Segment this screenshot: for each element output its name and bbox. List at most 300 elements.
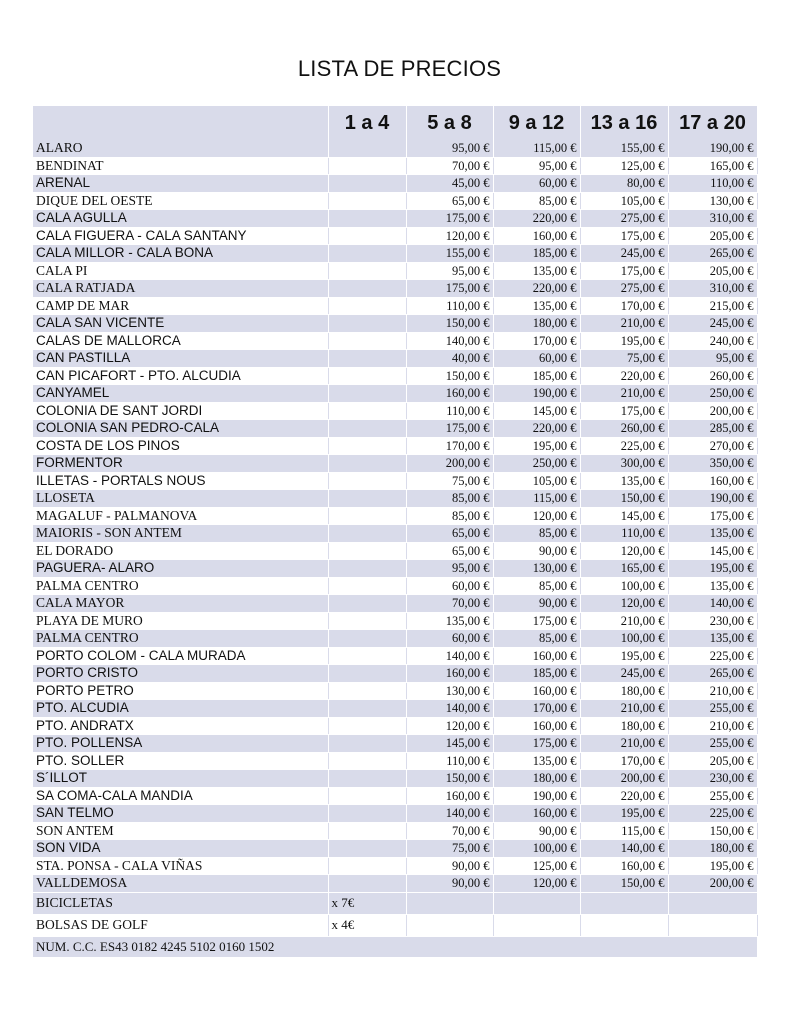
price-cell xyxy=(328,210,406,228)
destination-name: ARENAL xyxy=(33,175,328,193)
price-cell: 160,00 € xyxy=(406,385,493,403)
table-row xyxy=(33,822,757,840)
price-cell: 160,00 € xyxy=(493,682,580,700)
table-row xyxy=(33,472,757,490)
price-cell: 195,00 € xyxy=(668,857,757,875)
destination-name: CALA AGULLA xyxy=(33,210,328,228)
price-cell: 250,00 € xyxy=(668,385,757,403)
table-row xyxy=(33,857,757,875)
extra-name: BOLSAS DE GOLF xyxy=(33,914,328,936)
table-row xyxy=(33,402,757,420)
price-cell: 95,00 € xyxy=(406,262,493,280)
table-row xyxy=(33,175,757,193)
price-cell xyxy=(328,822,406,840)
price-cell: 60,00 € xyxy=(493,175,580,193)
destination-name: CALA PI xyxy=(33,262,328,280)
price-cell: 150,00 € xyxy=(406,770,493,788)
price-cell xyxy=(328,647,406,665)
table-row xyxy=(33,455,757,473)
price-cell: 90,00 € xyxy=(406,875,493,893)
price-cell: 75,00 € xyxy=(580,350,668,368)
price-cell: 265,00 € xyxy=(668,245,757,263)
price-cell: 200,00 € xyxy=(406,455,493,473)
destination-name: BENDINAT xyxy=(33,157,328,175)
price-cell xyxy=(328,455,406,473)
price-cell: 105,00 € xyxy=(580,192,668,210)
price-cell: 100,00 € xyxy=(580,577,668,595)
destination-name: MAIORIS - SON ANTEM xyxy=(33,525,328,543)
price-cell xyxy=(328,262,406,280)
price-cell: 210,00 € xyxy=(580,612,668,630)
destination-name: MAGALUF - PALMANOVA xyxy=(33,507,328,525)
price-cell: 310,00 € xyxy=(668,210,757,228)
price-cell: 65,00 € xyxy=(406,192,493,210)
price-cell: 240,00 € xyxy=(668,332,757,350)
price-cell: 170,00 € xyxy=(493,332,580,350)
price-cell: 210,00 € xyxy=(580,700,668,718)
table-row xyxy=(33,525,757,543)
destination-name: COSTA DE LOS PINOS xyxy=(33,437,328,455)
table-row xyxy=(33,140,757,157)
price-cell: 140,00 € xyxy=(580,840,668,858)
account-row xyxy=(33,936,757,957)
price-cell: 310,00 € xyxy=(668,280,757,298)
price-cell: 135,00 € xyxy=(406,612,493,630)
price-cell: 195,00 € xyxy=(493,437,580,455)
price-cell: 60,00 € xyxy=(406,630,493,648)
price-cell: 90,00 € xyxy=(493,542,580,560)
table-row xyxy=(33,717,757,735)
price-cell xyxy=(328,297,406,315)
extra-row-bolsas-de-golf xyxy=(33,914,757,936)
price-cell: 300,00 € xyxy=(580,455,668,473)
price-cell: 155,00 € xyxy=(580,140,668,157)
bank-account-number: NUM. C.C. ES43 0182 4245 5102 0160 1502 xyxy=(33,936,757,957)
price-cell: 195,00 € xyxy=(580,805,668,823)
price-cell: 225,00 € xyxy=(668,805,757,823)
price-cell: 120,00 € xyxy=(493,875,580,893)
price-cell: 105,00 € xyxy=(493,472,580,490)
destination-name: PTO. ALCUDIA xyxy=(33,700,328,718)
price-cell xyxy=(328,665,406,683)
price-cell: 150,00 € xyxy=(580,490,668,508)
price-cell: 90,00 € xyxy=(406,857,493,875)
destination-name: ALARO xyxy=(33,140,328,157)
price-cell: 135,00 € xyxy=(493,297,580,315)
table-row xyxy=(33,385,757,403)
price-cell xyxy=(328,612,406,630)
price-cell: 160,00 € xyxy=(493,717,580,735)
destination-name: PALMA CENTRO xyxy=(33,630,328,648)
price-cell xyxy=(328,402,406,420)
table-row xyxy=(33,542,757,560)
price-cell: 165,00 € xyxy=(580,560,668,578)
destination-name: PAGUERA- ALARO xyxy=(33,560,328,578)
price-cell xyxy=(328,315,406,333)
price-cell: 170,00 € xyxy=(406,437,493,455)
price-cell: 200,00 € xyxy=(668,402,757,420)
price-cell: 160,00 € xyxy=(493,227,580,245)
price-cell: 75,00 € xyxy=(406,840,493,858)
price-cell: 350,00 € xyxy=(668,455,757,473)
price-cell: 220,00 € xyxy=(580,787,668,805)
price-cell: 85,00 € xyxy=(493,192,580,210)
destination-name: PORTO COLOM - CALA MURADA xyxy=(33,647,328,665)
price-cell: 190,00 € xyxy=(493,385,580,403)
destination-name: CALA MILLOR - CALA BONA xyxy=(33,245,328,263)
price-cell: 155,00 € xyxy=(406,245,493,263)
table-row xyxy=(33,682,757,700)
price-cell: 95,00 € xyxy=(493,157,580,175)
price-cell: 180,00 € xyxy=(580,717,668,735)
price-cell: 110,00 € xyxy=(406,752,493,770)
destination-name: S´ILLOT xyxy=(33,770,328,788)
price-cell xyxy=(328,560,406,578)
destination-name: PALMA CENTRO xyxy=(33,577,328,595)
price-cell: 70,00 € xyxy=(406,157,493,175)
price-cell: 145,00 € xyxy=(580,507,668,525)
destination-name: CAN PASTILLA xyxy=(33,350,328,368)
table-row xyxy=(33,875,757,893)
price-cell: 230,00 € xyxy=(668,612,757,630)
price-cell: 245,00 € xyxy=(580,245,668,263)
price-cell: 130,00 € xyxy=(406,682,493,700)
price-cell: 215,00 € xyxy=(668,297,757,315)
table-row xyxy=(33,262,757,280)
price-cell: 275,00 € xyxy=(580,280,668,298)
price-cell: 175,00 € xyxy=(580,262,668,280)
destination-name: CALA FIGUERA - CALA SANTANY xyxy=(33,227,328,245)
price-cell: 160,00 € xyxy=(493,647,580,665)
price-cell: 125,00 € xyxy=(580,157,668,175)
price-cell: 85,00 € xyxy=(406,507,493,525)
price-cell xyxy=(328,245,406,263)
price-cell xyxy=(328,700,406,718)
price-cell: 80,00 € xyxy=(580,175,668,193)
price-cell: 135,00 € xyxy=(580,472,668,490)
destination-name: STA. PONSA - CALA VIÑAS xyxy=(33,857,328,875)
header-5a8: 5 a 8 xyxy=(406,106,493,140)
destination-name: PTO. ANDRATX xyxy=(33,717,328,735)
table-row xyxy=(33,437,757,455)
destination-name: PORTO CRISTO xyxy=(33,665,328,683)
price-cell: 195,00 € xyxy=(580,647,668,665)
price-cell: 150,00 € xyxy=(668,822,757,840)
table-header-row xyxy=(33,106,757,140)
table-row xyxy=(33,665,757,683)
price-cell: 85,00 € xyxy=(493,525,580,543)
price-cell: 125,00 € xyxy=(493,857,580,875)
price-cell: 205,00 € xyxy=(668,227,757,245)
price-cell: 140,00 € xyxy=(406,332,493,350)
price-cell: 190,00 € xyxy=(668,140,757,157)
price-cell: 135,00 € xyxy=(668,630,757,648)
destination-name: CAMP DE MAR xyxy=(33,297,328,315)
price-cell: 230,00 € xyxy=(668,770,757,788)
price-cell: 180,00 € xyxy=(580,682,668,700)
header-13a16: 13 a 16 xyxy=(580,106,668,140)
extras-body xyxy=(33,892,757,957)
price-cell xyxy=(328,630,406,648)
price-cell: 160,00 € xyxy=(493,805,580,823)
header-destination xyxy=(33,106,328,140)
table-row xyxy=(33,560,757,578)
price-cell: 150,00 € xyxy=(580,875,668,893)
table-row xyxy=(33,420,757,438)
table-row xyxy=(33,245,757,263)
price-cell: 205,00 € xyxy=(668,752,757,770)
price-cell: 175,00 € xyxy=(406,420,493,438)
price-cell: 40,00 € xyxy=(406,350,493,368)
price-cell: 180,00 € xyxy=(493,315,580,333)
price-table-container xyxy=(33,106,757,958)
extra-row-bicicletas xyxy=(33,892,757,914)
destination-name: SON ANTEM xyxy=(33,822,328,840)
price-cell xyxy=(328,175,406,193)
price-cell: 140,00 € xyxy=(406,700,493,718)
price-cell: 70,00 € xyxy=(406,595,493,613)
destination-name: FORMENTOR xyxy=(33,455,328,473)
price-cell xyxy=(328,735,406,753)
price-cell: 175,00 € xyxy=(493,612,580,630)
price-cell: 75,00 € xyxy=(406,472,493,490)
price-cell: 180,00 € xyxy=(493,770,580,788)
price-cell: 135,00 € xyxy=(493,262,580,280)
price-cell: 245,00 € xyxy=(580,665,668,683)
price-cell: 170,00 € xyxy=(580,297,668,315)
price-cell: 210,00 € xyxy=(668,717,757,735)
price-table xyxy=(33,106,758,958)
destination-name: SON VIDA xyxy=(33,840,328,858)
destination-name: CALA RATJADA xyxy=(33,280,328,298)
price-cell: 95,00 € xyxy=(406,560,493,578)
price-cell xyxy=(328,525,406,543)
destination-name: CALA SAN VICENTE xyxy=(33,315,328,333)
price-cell: 260,00 € xyxy=(668,367,757,385)
page-title: LISTA DE PRECIOS xyxy=(297,56,502,81)
price-cell: 250,00 € xyxy=(493,455,580,473)
price-cell: 150,00 € xyxy=(406,367,493,385)
price-cell: 205,00 € xyxy=(668,262,757,280)
price-cell xyxy=(328,157,406,175)
price-cell: 115,00 € xyxy=(493,490,580,508)
destination-name: SA COMA-CALA MANDIA xyxy=(33,787,328,805)
price-cell: 90,00 € xyxy=(493,595,580,613)
table-row xyxy=(33,700,757,718)
price-cell: 165,00 € xyxy=(668,157,757,175)
price-cell: 135,00 € xyxy=(668,577,757,595)
price-cell xyxy=(328,577,406,595)
table-row xyxy=(33,192,757,210)
price-cell: 210,00 € xyxy=(668,682,757,700)
price-cell: 110,00 € xyxy=(668,175,757,193)
price-cell: 135,00 € xyxy=(493,752,580,770)
price-cell: 120,00 € xyxy=(580,542,668,560)
price-cell: 110,00 € xyxy=(406,402,493,420)
price-cell: 200,00 € xyxy=(580,770,668,788)
table-row xyxy=(33,647,757,665)
price-cell: 255,00 € xyxy=(668,735,757,753)
table-row xyxy=(33,490,757,508)
price-cell: 160,00 € xyxy=(668,472,757,490)
destination-name: ILLETAS - PORTALS NOUS xyxy=(33,472,328,490)
destination-name: VALLDEMOSA xyxy=(33,875,328,893)
table-row xyxy=(33,770,757,788)
price-cell: 175,00 € xyxy=(580,402,668,420)
price-cell: 120,00 € xyxy=(406,227,493,245)
price-cell: 190,00 € xyxy=(493,787,580,805)
price-cell xyxy=(328,420,406,438)
price-cell: 85,00 € xyxy=(406,490,493,508)
destination-name: CALA MAYOR xyxy=(33,595,328,613)
price-cell xyxy=(328,350,406,368)
price-cell: 130,00 € xyxy=(493,560,580,578)
table-row xyxy=(33,805,757,823)
header-17a20: 17 a 20 xyxy=(668,106,757,140)
price-cell: 270,00 € xyxy=(668,437,757,455)
price-cell xyxy=(328,787,406,805)
price-cell: 65,00 € xyxy=(406,525,493,543)
price-cell: 60,00 € xyxy=(406,577,493,595)
price-cell: 170,00 € xyxy=(493,700,580,718)
table-row xyxy=(33,735,757,753)
price-cell xyxy=(328,140,406,157)
price-cell: 255,00 € xyxy=(668,787,757,805)
price-cell: 175,00 € xyxy=(493,735,580,753)
price-cell xyxy=(328,805,406,823)
destination-name: CAN PICAFORT - PTO. ALCUDIA xyxy=(33,367,328,385)
price-cell xyxy=(328,227,406,245)
price-cell xyxy=(328,857,406,875)
table-row xyxy=(33,612,757,630)
destination-name: COLONIA SAN PEDRO-CALA xyxy=(33,420,328,438)
table-body xyxy=(33,140,757,892)
price-cell: 175,00 € xyxy=(668,507,757,525)
price-cell: 140,00 € xyxy=(406,647,493,665)
price-cell: 220,00 € xyxy=(493,210,580,228)
destination-name: CANYAMEL xyxy=(33,385,328,403)
price-cell: 100,00 € xyxy=(580,630,668,648)
price-cell xyxy=(328,682,406,700)
price-cell: 130,00 € xyxy=(668,192,757,210)
price-cell: 175,00 € xyxy=(406,280,493,298)
price-cell xyxy=(328,332,406,350)
price-cell: 210,00 € xyxy=(580,385,668,403)
price-cell xyxy=(328,752,406,770)
price-cell xyxy=(328,717,406,735)
price-cell: 120,00 € xyxy=(406,717,493,735)
extra-name: BICICLETAS xyxy=(33,892,328,914)
price-cell: 140,00 € xyxy=(406,805,493,823)
price-cell xyxy=(328,472,406,490)
price-cell: 45,00 € xyxy=(406,175,493,193)
price-cell: 145,00 € xyxy=(406,735,493,753)
table-row xyxy=(33,280,757,298)
table-row xyxy=(33,157,757,175)
destination-name: LLOSETA xyxy=(33,490,328,508)
table-row xyxy=(33,315,757,333)
extra-value: x 4€ xyxy=(328,914,406,936)
price-cell xyxy=(328,192,406,210)
price-cell: 185,00 € xyxy=(493,245,580,263)
price-cell xyxy=(328,385,406,403)
price-cell: 210,00 € xyxy=(580,735,668,753)
destination-name: PLAYA DE MURO xyxy=(33,612,328,630)
price-cell: 265,00 € xyxy=(668,665,757,683)
destination-name: DIQUE DEL OESTE xyxy=(33,192,328,210)
price-cell: 150,00 € xyxy=(406,315,493,333)
price-cell: 65,00 € xyxy=(406,542,493,560)
table-row xyxy=(33,630,757,648)
destination-name: COLONIA DE SANT JORDI xyxy=(33,402,328,420)
price-cell: 120,00 € xyxy=(493,507,580,525)
price-cell: 160,00 € xyxy=(406,665,493,683)
price-cell: 135,00 € xyxy=(668,525,757,543)
table-row xyxy=(33,297,757,315)
table-row xyxy=(33,577,757,595)
header-1a4: 1 a 4 xyxy=(328,106,406,140)
price-cell: 115,00 € xyxy=(493,140,580,157)
price-cell: 195,00 € xyxy=(668,560,757,578)
price-cell: 85,00 € xyxy=(493,630,580,648)
price-cell: 100,00 € xyxy=(493,840,580,858)
price-cell xyxy=(328,542,406,560)
destination-name: PTO. SOLLER xyxy=(33,752,328,770)
price-cell: 220,00 € xyxy=(493,280,580,298)
price-cell: 185,00 € xyxy=(493,367,580,385)
price-cell: 145,00 € xyxy=(668,542,757,560)
price-cell: 175,00 € xyxy=(406,210,493,228)
price-cell: 95,00 € xyxy=(668,350,757,368)
price-cell: 180,00 € xyxy=(668,840,757,858)
destination-name: EL DORADO xyxy=(33,542,328,560)
price-cell: 115,00 € xyxy=(580,822,668,840)
table-row xyxy=(33,787,757,805)
price-cell: 190,00 € xyxy=(668,490,757,508)
price-cell: 90,00 € xyxy=(493,822,580,840)
price-cell: 70,00 € xyxy=(406,822,493,840)
price-cell: 110,00 € xyxy=(580,525,668,543)
price-cell: 200,00 € xyxy=(668,875,757,893)
table-row xyxy=(33,595,757,613)
price-cell xyxy=(328,840,406,858)
price-cell: 120,00 € xyxy=(580,595,668,613)
price-cell: 170,00 € xyxy=(580,752,668,770)
price-cell: 245,00 € xyxy=(668,315,757,333)
price-cell xyxy=(328,875,406,893)
price-cell: 285,00 € xyxy=(668,420,757,438)
table-row xyxy=(33,227,757,245)
destination-name: CALAS DE MALLORCA xyxy=(33,332,328,350)
table-row xyxy=(33,350,757,368)
table-row xyxy=(33,367,757,385)
price-cell: 175,00 € xyxy=(580,227,668,245)
table-row xyxy=(33,840,757,858)
price-cell xyxy=(328,490,406,508)
price-cell: 275,00 € xyxy=(580,210,668,228)
price-cell: 140,00 € xyxy=(668,595,757,613)
price-cell: 95,00 € xyxy=(406,140,493,157)
price-cell: 225,00 € xyxy=(580,437,668,455)
price-cell: 85,00 € xyxy=(493,577,580,595)
price-cell: 60,00 € xyxy=(493,350,580,368)
destination-name: PTO. POLLENSA xyxy=(33,735,328,753)
price-cell: 185,00 € xyxy=(493,665,580,683)
price-cell: 195,00 € xyxy=(580,332,668,350)
price-cell xyxy=(328,770,406,788)
price-cell: 160,00 € xyxy=(580,857,668,875)
price-cell: 110,00 € xyxy=(406,297,493,315)
